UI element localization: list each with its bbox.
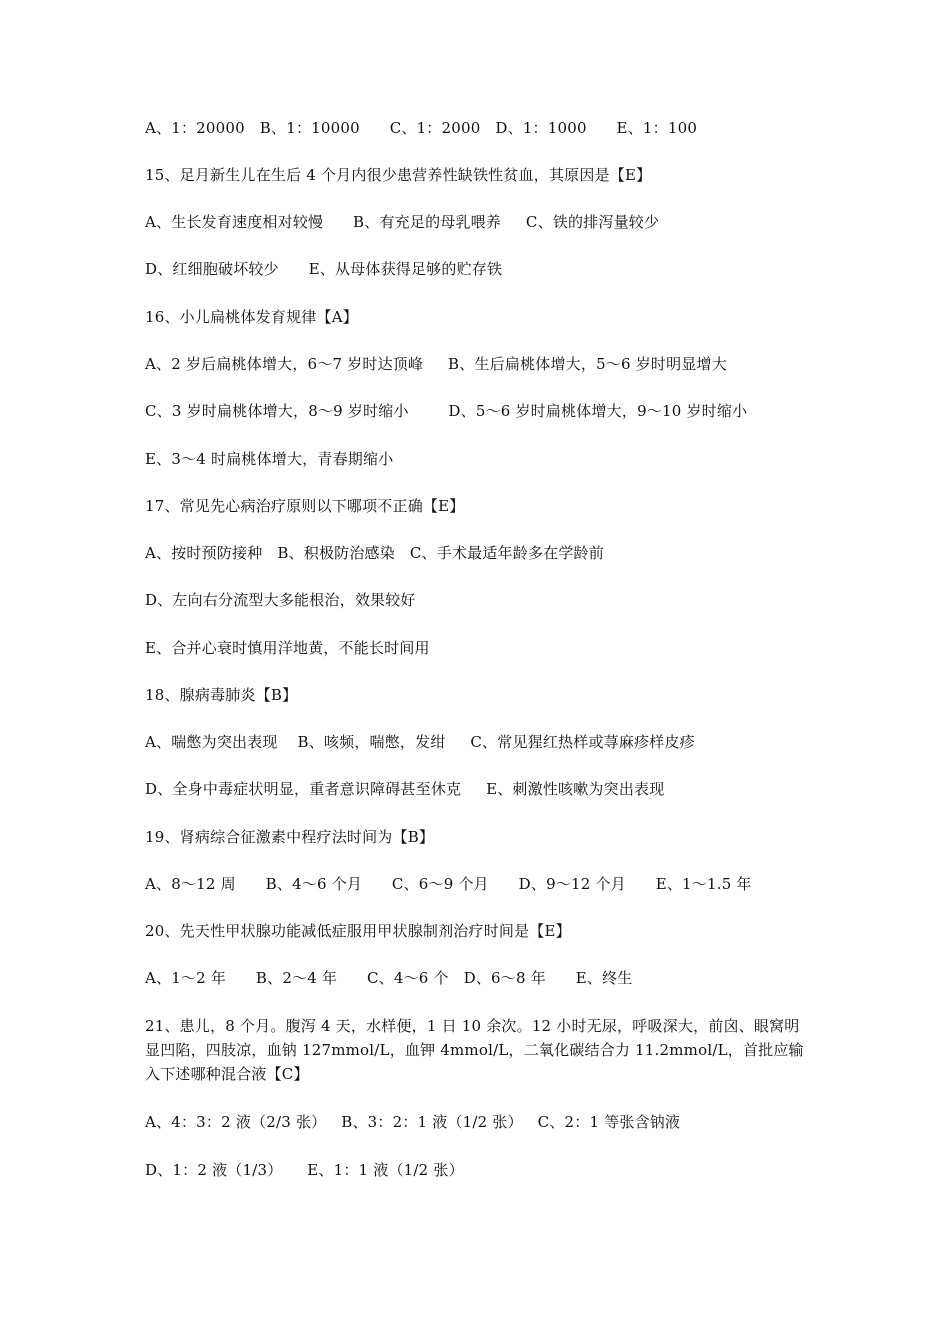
q16-options-3: E、3～4 时扁桃体增大，青春期缩小: [145, 450, 394, 468]
q17-options-1: A、按时预防接种 B、积极防治感染 C、手术最适年龄多在学龄前: [145, 544, 604, 562]
q17-options-3: E、合并心衰时慎用洋地黄，不能长时间用: [145, 639, 430, 657]
q20-question: 20、先天性甲状腺功能减低症服用甲状腺制剂治疗时间是【E】: [145, 922, 571, 940]
q16-options-2: C、3 岁时扁桃体增大，8～9 岁时缩小 D、5～6 岁时扁桃体增大，9～10 岁时缩小: [145, 402, 748, 420]
q15-question: 15、足月新生儿在生后 4 个月内很少患营养性缺铁性贫血，其原因是【E】: [145, 166, 652, 184]
q16-question: 16、小儿扁桃体发育规律【A】: [145, 308, 358, 326]
q21-question: 21、患儿，8 个月。腹泻 4 天，水样便，1 日 10 余次。12 小时无尿，呼吸深大，前囟、眼窝明显凹陷，四肢凉，血钠 127mmol/L，血钾 4mmol/L，二氧化碳结合力 11.2mmol/L，首批应输入下述哪种混合液【C】: [145, 1017, 804, 1083]
q21-options-2: D、1：2 液（1/3） E、1：1 液（1/2 张）: [145, 1161, 464, 1179]
q21-options-1: A、4：3：2 液（2/3 张） B、3：2：1 液（1/2 张） C、2：1 等张含钠液: [145, 1113, 681, 1131]
q18-options-1: A、喘憋为突出表现 B、咳频，喘憋，发绀 C、常见猩红热样或荨麻疹样皮疹: [145, 733, 695, 751]
q15-options-2: D、红细胞破坏较少 E、从母体获得足够的贮存铁: [145, 260, 503, 278]
q18-options-2: D、全身中毒症状明显，重者意识障碍甚至休克 E、刺激性咳嗽为突出表现: [145, 780, 665, 798]
q18-question: 18、腺病毒肺炎【B】: [145, 686, 298, 704]
q17-question: 17、常见先心病治疗原则以下哪项不正确【E】: [145, 497, 465, 515]
q16-options-1: A、2 岁后扁桃体增大，6～7 岁时达顶峰 B、生后扁桃体增大，5～6 岁时明显增大: [145, 355, 727, 373]
q19-options: A、8～12 周 B、4～6 个月 C、6～9 个月 D、9～12 个月 E、1～1.5 年: [145, 875, 752, 893]
q19-question: 19、肾病综合征激素中程疗法时间为【B】: [145, 828, 435, 846]
q20-options: A、1～2 年 B、2～4 年 C、4～6 个 D、6～8 年 E、终生: [145, 969, 633, 987]
q17-options-2: D、左向右分流型大多能根治，效果较好: [145, 591, 416, 609]
q14-options: A、1：20000 B、1：10000 C、1：2000 D、1：1000 E、1：100: [145, 119, 698, 137]
q15-options-1: A、生长发育速度相对较慢 B、有充足的母乳喂养 C、铁的排泻量较少: [145, 213, 660, 231]
